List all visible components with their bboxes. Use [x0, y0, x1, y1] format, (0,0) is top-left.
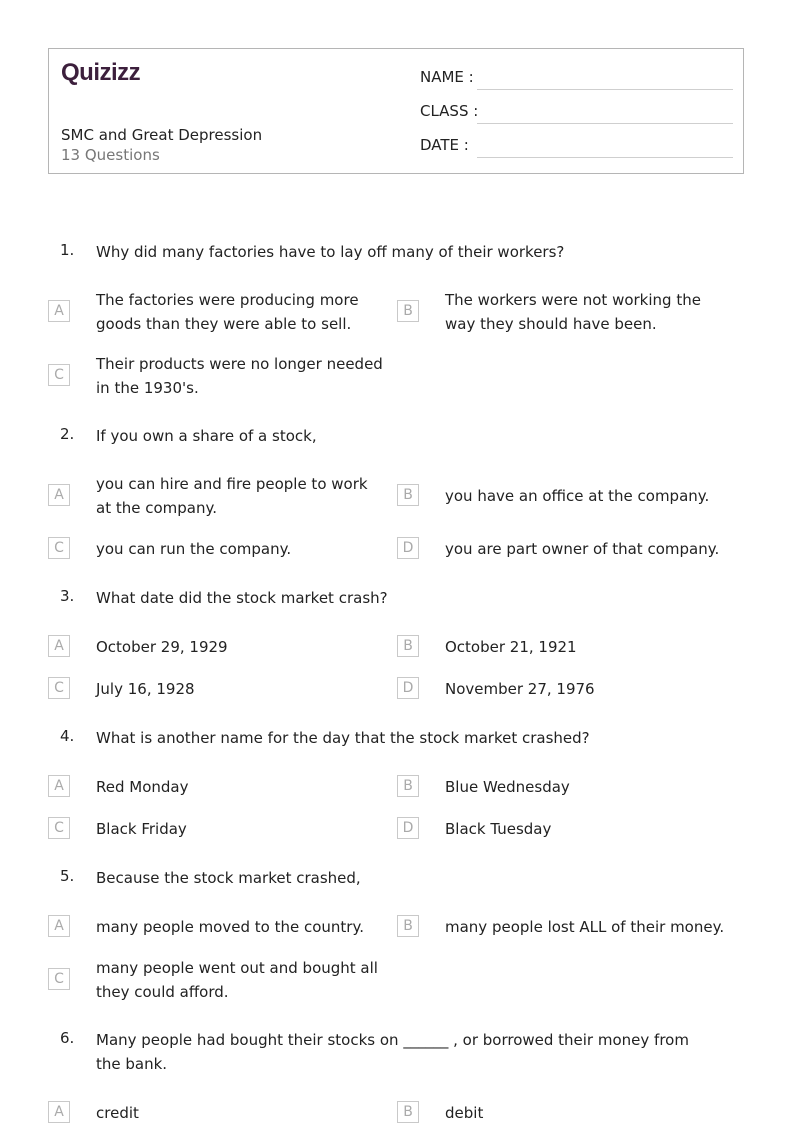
quizizz-logo: Quizizz: [61, 59, 141, 86]
question-number: 4.: [60, 727, 75, 745]
class-label: CLASS :: [420, 102, 479, 120]
option-text: many people lost ALL of their money.: [445, 918, 725, 936]
question-text: What is another name for the day that the stock market crashed?: [96, 729, 590, 747]
option-letter-box[interactable]: B: [397, 300, 419, 322]
question-text: Because the stock market crashed,: [96, 869, 361, 887]
question-text: If you own a share of a stock,: [96, 427, 317, 445]
question-number: 3.: [60, 587, 75, 605]
option-letter-box[interactable]: A: [48, 775, 70, 797]
option-text: Black Friday: [96, 820, 187, 838]
option-letter-box[interactable]: B: [397, 635, 419, 657]
worksheet-header: [48, 48, 744, 174]
option-text: July 16, 1928: [96, 680, 195, 698]
option-letter-box[interactable]: B: [397, 775, 419, 797]
option-text: Red Monday: [96, 778, 189, 796]
option-text: Blue Wednesday: [445, 778, 570, 796]
option-text: many people went out and bought all they could afford.: [96, 959, 378, 1001]
option-letter-box[interactable]: A: [48, 1101, 70, 1123]
option-text: many people moved to the country.: [96, 918, 364, 936]
option-letter-box[interactable]: A: [48, 300, 70, 322]
option-letter-box[interactable]: A: [48, 484, 70, 506]
option-text: October 21, 1921: [445, 638, 577, 656]
option-text: Black Tuesday: [445, 820, 552, 838]
option-text: November 27, 1976: [445, 680, 595, 698]
worksheet-title: SMC and Great Depression: [61, 126, 263, 144]
question-text: What date did the stock market crash?: [96, 589, 388, 607]
date-line[interactable]: [477, 157, 733, 158]
option-letter-box[interactable]: C: [48, 817, 70, 839]
question-number: 5.: [60, 867, 75, 885]
option-text: you have an office at the company.: [445, 487, 710, 505]
question-number: 2.: [60, 425, 75, 443]
option-text: credit: [96, 1104, 139, 1122]
question-text: Many people had bought their stocks on ______ , or borrowed their money from the bank.: [96, 1031, 689, 1073]
option-text: debit: [445, 1104, 484, 1122]
option-letter-box[interactable]: C: [48, 677, 70, 699]
option-text: October 29, 1929: [96, 638, 228, 656]
question-text: Why did many factories have to lay off many of their workers?: [96, 243, 565, 261]
option-letter-box[interactable]: D: [397, 817, 419, 839]
option-letter-box[interactable]: A: [48, 635, 70, 657]
option-letter-box[interactable]: A: [48, 915, 70, 937]
option-letter-box[interactable]: D: [397, 537, 419, 559]
option-letter-box[interactable]: C: [48, 537, 70, 559]
question-number: 1.: [60, 241, 75, 259]
option-text: The workers were not working the way they should have been.: [445, 291, 701, 333]
question-number: 6.: [60, 1029, 75, 1047]
option-text: Their products were no longer needed in the 1930's.: [96, 355, 383, 397]
option-letter-box[interactable]: D: [397, 677, 419, 699]
class-line[interactable]: [477, 123, 733, 124]
option-text: you can hire and fire people to work at the company.: [96, 475, 368, 517]
option-text: you can run the company.: [96, 540, 292, 558]
name-label: NAME :: [420, 68, 474, 86]
option-letter-box[interactable]: C: [48, 364, 70, 386]
option-text: you are part owner of that company.: [445, 540, 720, 558]
option-text: The factories were producing more goods than they were able to sell.: [96, 291, 359, 333]
option-letter-box[interactable]: C: [48, 968, 70, 990]
date-label: DATE :: [420, 136, 469, 154]
option-letter-box[interactable]: B: [397, 1101, 419, 1123]
question-count: 13 Questions: [61, 146, 160, 164]
option-letter-box[interactable]: B: [397, 915, 419, 937]
name-line[interactable]: [477, 89, 733, 90]
option-letter-box[interactable]: B: [397, 484, 419, 506]
